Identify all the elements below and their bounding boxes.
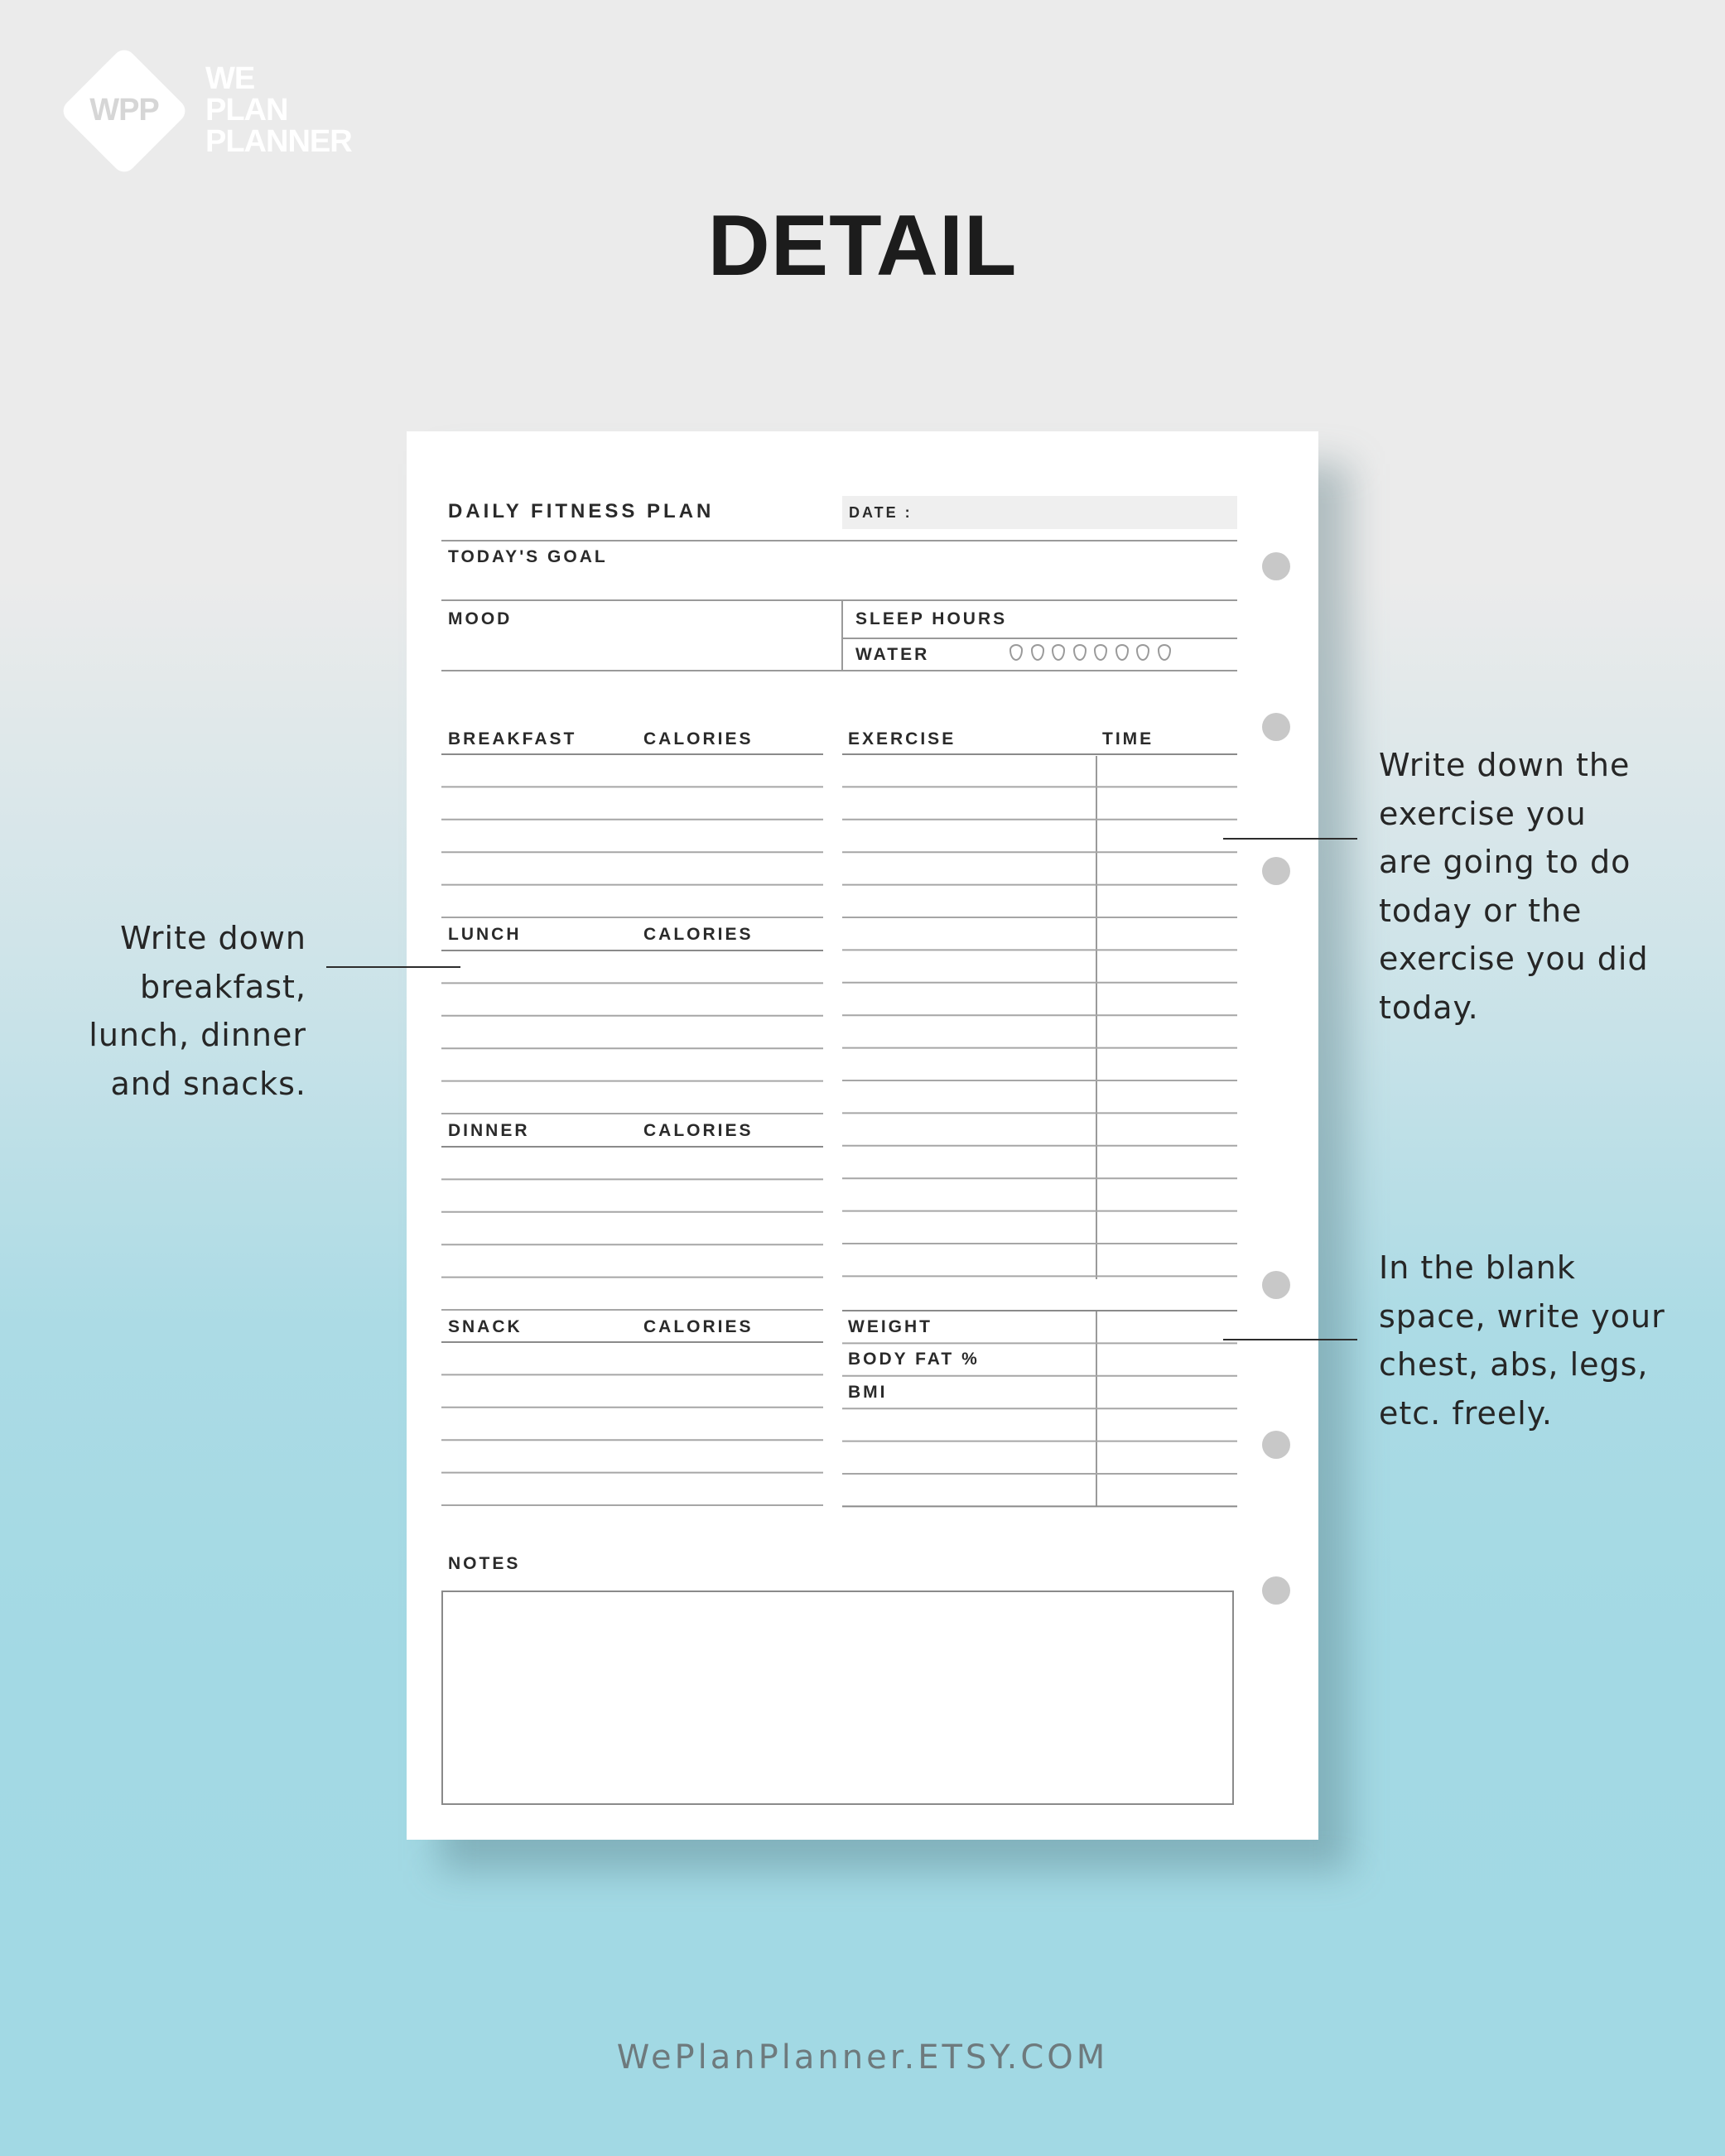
logo-mark: WPP (89, 93, 159, 128)
meals-leader-line (326, 966, 460, 968)
page-title: DETAIL (707, 198, 1018, 294)
meals-callout-line: breakfast, (139, 968, 306, 1005)
water-drop-icon (1158, 644, 1171, 661)
exercise-callout (1379, 741, 1649, 1032)
breakfast-label: BREAKFAST (448, 729, 577, 748)
blank-space-leader-line (1223, 1339, 1357, 1340)
time-label: TIME (1102, 729, 1154, 748)
exercise-callout-line: today. (1379, 989, 1479, 1026)
sleep-hours-label: SLEEP HOURS (855, 609, 1008, 628)
dinner-label: DINNER (448, 1121, 530, 1140)
footer-url: WePlanPlanner.ETSY.COM (616, 2038, 1109, 2077)
logo-wordmark (205, 63, 421, 157)
exercise-callout-line: exercise you did (1379, 941, 1649, 977)
sheet-title: DAILY FITNESS PLAN (448, 500, 715, 522)
binder-hole-6 (1262, 1576, 1290, 1605)
lunch-label: LUNCH (448, 925, 522, 944)
breakfast-calories-label: CALORIES (643, 729, 754, 748)
exercise-leader-line (1223, 838, 1357, 840)
water-label: WATER (855, 645, 930, 664)
meals-callout-line: and snacks. (110, 1065, 306, 1102)
water-drop-icon (1073, 644, 1087, 661)
blank-space-callout-line: space, write your (1379, 1297, 1665, 1335)
logo-line-1: WE (205, 61, 255, 96)
dinner-calories-label: CALORIES (643, 1121, 754, 1140)
logo-line-2: PLAN (205, 93, 288, 128)
meals-callout (50, 914, 306, 1108)
body-fat-label: BODY FAT % (848, 1350, 980, 1369)
weight-label: WEIGHT (848, 1317, 932, 1336)
date-label: DATE : (849, 504, 913, 521)
lunch-calories-label: CALORIES (643, 925, 754, 944)
exercise-callout-line: exercise you (1379, 795, 1587, 832)
mood-label: MOOD (448, 609, 513, 628)
blank-space-callout-line: etc. freely. (1379, 1394, 1553, 1432)
snack-calories-label: CALORIES (643, 1317, 754, 1336)
logo-line-3: PLANNER (205, 124, 352, 159)
exercise-callout-line: Write down the (1379, 747, 1631, 783)
bmi-label: BMI (848, 1383, 888, 1402)
binder-hole-5 (1262, 1431, 1290, 1459)
water-drop-icon (1031, 644, 1044, 661)
meals-callout-line: lunch, dinner (89, 1017, 306, 1053)
water-drop-icon (1115, 644, 1129, 661)
binder-hole-1 (1262, 552, 1290, 580)
blank-space-callout-line: chest, abs, legs, (1379, 1346, 1649, 1383)
exercise-label: EXERCISE (848, 729, 956, 748)
exercise-callout-line: today or the (1379, 892, 1583, 929)
snack-label: SNACK (448, 1317, 523, 1336)
exercise-callout-line: are going to do (1379, 844, 1631, 880)
meals-callout-line: Write down (120, 920, 306, 956)
blank-space-callout (1379, 1244, 1665, 1437)
notes-label: NOTES (448, 1554, 521, 1573)
fitness-planner-sheet (407, 431, 1318, 1840)
blank-space-callout-line: In the blank (1379, 1249, 1576, 1286)
goal-label: TODAY'S GOAL (448, 547, 608, 566)
binder-hole-4 (1262, 1271, 1290, 1299)
binder-hole-2 (1262, 713, 1290, 741)
notes-box (441, 1591, 1234, 1805)
binder-hole-3 (1262, 857, 1290, 885)
